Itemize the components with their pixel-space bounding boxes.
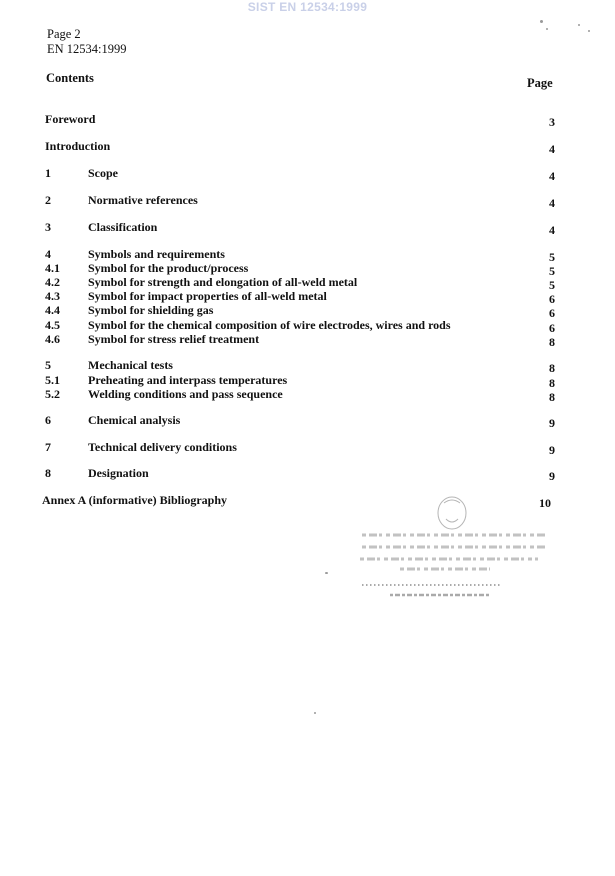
toc-entry-title: Symbol for strength and elongation of all-weld metal [88,275,358,289]
toc-entry-page: 6 [549,321,555,335]
toc-entry-number: 2 [45,193,51,207]
toc-entry-title: Classification [88,220,158,234]
toc-entry-mechanical-tests [45,358,555,373]
toc-entry-title: Normative references [88,193,198,207]
scan-speck [540,20,543,23]
toc-entry-page: 5 [549,278,555,292]
toc-entry-page: 6 [549,292,555,306]
toc-entry-title: Technical delivery conditions [88,440,237,454]
toc-entry-page: 8 [549,335,555,349]
watermark: SIST EN 12534:1999 [247,0,368,14]
toc-entry-page: 4 [549,223,555,237]
seal-emblem [438,497,466,529]
toc-entry-page: 4 [549,169,555,183]
toc-entry-page: 8 [549,376,555,390]
toc-entry-number: 4.6 [45,332,60,346]
toc-entry-page: 9 [549,416,555,430]
toc-entry-title: Symbol for stress relief treatment [88,332,260,346]
toc-entry-page: 6 [549,306,555,320]
contents-heading: Contents [46,71,94,85]
toc-entry-scope [45,166,555,181]
toc-entry-classification [45,220,555,235]
toc-entry-number: 4.2 [45,275,60,289]
toc-entry-title: Welding conditions and pass sequence [88,387,283,401]
toc-entry-page: 5 [549,250,555,264]
toc-entry-foreword [45,112,555,127]
toc-entry-chemical-analysis [45,413,555,428]
toc-entry-title: Chemical analysis [88,413,181,427]
toc-entry-number: 4.1 [45,261,60,275]
toc-entry-number: 1 [45,166,51,180]
toc-entry-title: Scope [88,166,118,180]
toc-entry-page: 8 [549,361,555,375]
toc-entry-title: Symbol for the product/process [88,261,249,275]
scan-speck [588,30,590,32]
toc-entry-number: 4 [45,247,51,261]
toc-entry-number: 4.3 [45,289,60,303]
toc-entry-number: 5.2 [45,387,60,401]
toc-entry-number: 5.1 [45,373,60,387]
toc-entry-introduction [45,139,555,154]
toc-entry-4-3 [45,289,555,304]
scan-speck [314,712,316,714]
toc-entry-number: 4.5 [45,318,60,332]
toc-entry-page: 9 [549,443,555,457]
scan-speck [546,28,548,30]
toc-entry-page: 3 [549,115,555,129]
toc-entry-title: Symbol for impact properties of all-weld metal [88,289,327,303]
toc-entry-4-4 [45,303,555,318]
scan-speck [578,24,580,26]
toc-entry-title: Foreword [45,112,96,126]
toc-entry-number: 8 [45,466,51,480]
toc-entry-4-2 [45,275,555,290]
toc-entry-normative-references [45,193,555,208]
toc-entry-symbols-and-requirements [45,247,555,262]
toc-entry-title: Annex A (informative) Bibliography [42,493,228,507]
toc-entry-page: 4 [549,196,555,210]
stamp-seal [360,495,550,605]
toc-entry-number: 4.4 [45,303,60,317]
toc-entry-page: 9 [549,469,555,483]
toc-entry-title: Preheating and interpass temperatures [88,373,288,387]
toc-entry-page: 5 [549,264,555,278]
toc-entry-number: 6 [45,413,51,427]
toc-entry-4-5 [45,318,555,333]
toc-entry-page: 8 [549,390,555,404]
toc-entry-title: Symbols and requirements [88,247,225,261]
toc-entry-number: 3 [45,220,51,234]
toc-entry-number: 5 [45,358,51,372]
toc-entry-title: Introduction [45,139,111,153]
toc-entry-title: Symbol for shielding gas [88,303,214,317]
toc-entry-designation [45,466,555,481]
page-number: Page 2 [47,27,81,41]
toc-entry-4-1 [45,261,555,276]
toc-entry-page: 10 [539,496,551,510]
toc-entry-technical-delivery [45,440,555,455]
toc-entry-title: Mechanical tests [88,358,173,372]
toc-entry-5-2 [45,387,555,402]
toc-entry-page: 4 [549,142,555,156]
toc-entry-5-1 [45,373,555,388]
toc-entry-number: 7 [45,440,51,454]
document-id: EN 12534:1999 [47,42,127,56]
scan-speck [325,572,328,574]
page-column-heading: Page [527,76,553,90]
toc-entry-title: Designation [88,466,149,480]
toc-entry-title: Symbol for the chemical composition of wire electrodes, wires and rods [88,318,451,332]
toc-entry-4-6 [45,332,555,347]
